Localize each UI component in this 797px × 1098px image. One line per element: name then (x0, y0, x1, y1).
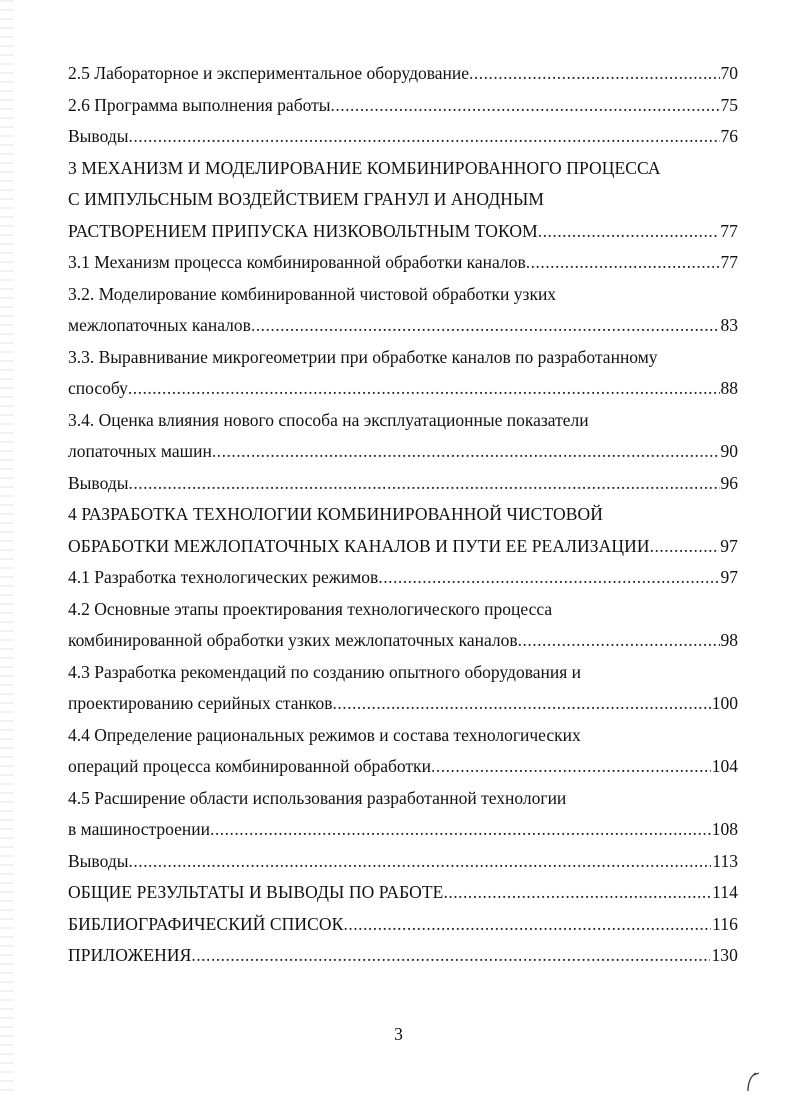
toc-entry-4-5-line-1: 4.5 Расширение области использования разработанной технологии (68, 787, 567, 808)
toc-entry-title: межлопаточных каналов (68, 315, 251, 335)
toc-entry-4-1 (68, 562, 738, 594)
leader-dots (443, 877, 711, 909)
toc-entry-4-5 (68, 814, 738, 846)
leader-dots (128, 121, 719, 153)
toc-entry-page: 96 (720, 472, 738, 493)
leader-dots (378, 562, 719, 594)
toc-entry-chapter-4 (68, 531, 738, 563)
toc-entry-title: Выводы (68, 126, 129, 146)
toc-entry-page: 90 (720, 441, 738, 461)
toc-entry-page: 130 (711, 945, 738, 965)
toc-entry-page: 100 (711, 693, 738, 713)
toc-entry-3-3-line-1: 3.3. Выравнивание микрогеометрии при обработке каналов по разработанному (68, 346, 658, 367)
toc-entry-title: 3.1 Механизм процесса комбинированной обработки каналов (68, 252, 526, 272)
leader-dots (191, 940, 710, 972)
toc-entry-page: 97 (720, 535, 738, 556)
toc-entry-conclusions-4 (68, 846, 738, 878)
toc-entry-3-4 (68, 436, 738, 468)
pen-mark-icon (742, 1070, 762, 1094)
page-number: 3 (394, 1024, 403, 1044)
toc-entry-page: 77 (720, 252, 738, 272)
toc-entry-3-2-line-1: 3.2. Моделирование комбинированной чистовой обработки узких (68, 283, 557, 304)
toc-entry-4-4 (68, 751, 738, 783)
toc-entry-page: 83 (720, 315, 738, 335)
toc-entry-title: проектированию серийных станков (68, 693, 333, 713)
toc-entry-title: Выводы (68, 472, 129, 493)
table-of-contents (68, 58, 738, 972)
toc-entry-2-6 (68, 90, 738, 122)
toc-entry-chapter-3 (68, 216, 738, 248)
toc-entry-page: 108 (711, 819, 738, 839)
toc-entry-page: 104 (711, 756, 738, 776)
toc-chapter-4-line-1: 4 РАЗРАБОТКА ТЕХНОЛОГИИ КОМБИНИРОВАННОЙ ЧИСТОВОЙ (68, 504, 604, 524)
toc-entry-page: 113 (712, 850, 738, 871)
toc-entry-page: 97 (720, 567, 738, 587)
leader-dots (332, 688, 710, 720)
toc-entry-4-4-line-1: 4.4 Определение рациональных режимов и состава технологических (68, 724, 581, 745)
scan-edge-artifact (0, 0, 14, 1098)
leader-dots (518, 625, 720, 657)
toc-entry-page: 88 (720, 378, 738, 398)
toc-entry-title: ПРИЛОЖЕНИЯ (68, 945, 192, 965)
toc-entry-4-3 (68, 688, 738, 720)
leader-dots (526, 247, 720, 279)
leader-dots (210, 814, 711, 846)
toc-entry-title: 2.6 Программа выполнения работы (68, 94, 331, 115)
toc-entry-conclusions-3 (68, 468, 738, 500)
toc-entry-general-results (68, 877, 738, 909)
toc-entry-bibliography (68, 909, 738, 941)
toc-entry-page: 77 (720, 220, 738, 241)
toc-entry-title: операций процесса комбинированной обработки (68, 756, 431, 776)
toc-entry-title: Выводы (68, 850, 129, 871)
toc-entry-4-2-line-1: 4.2 Основные этапы проектирования технологического процесса (68, 598, 553, 619)
toc-entry-page: 76 (720, 126, 738, 146)
toc-entry-page: 75 (720, 94, 738, 115)
toc-entry-3-3 (68, 373, 738, 405)
toc-entry-title: 2.5 Лабораторное и экспериментальное оборудование (68, 63, 470, 83)
toc-entry-title: БИБЛИОГРАФИЧЕСКИЙ СПИСОК (68, 913, 344, 934)
toc-entry-conclusions-2 (68, 121, 738, 153)
toc-entry-2-5 (68, 58, 738, 90)
toc-entry-title: 4.1 Разработка технологических режимов (68, 567, 379, 587)
leader-dots (251, 310, 720, 342)
toc-chapter-3-line-1: 3 МЕХАНИЗМ И МОДЕЛИРОВАНИЕ КОМБИНИРОВАННОГО ПРОЦЕССА (68, 157, 661, 178)
leader-dots (128, 846, 711, 878)
leader-dots (343, 909, 711, 941)
toc-entry-4-2 (68, 625, 738, 657)
leader-dots (212, 436, 720, 468)
toc-entry-title: ОБЩИЕ РЕЗУЛЬТАТЫ И ВЫВОДЫ ПО РАБОТЕ (68, 882, 444, 902)
leader-dots (431, 751, 711, 783)
toc-entry-page: 98 (720, 630, 738, 650)
toc-chapter-3-line-2: С ИМПУЛЬСНЫМ ВОЗДЕЙСТВИЕМ ГРАНУЛ И АНОДНЫМ (68, 189, 545, 209)
leader-dots (128, 373, 720, 405)
leader-dots (650, 531, 720, 563)
toc-entry-title: РАСТВОРЕНИЕМ ПРИПУСКА НИЗКОВОЛЬТНЫМ ТОКОМ (68, 220, 538, 241)
toc-entry-title: способу (68, 378, 128, 398)
toc-entry-page: 70 (720, 63, 738, 83)
toc-entry-3-4-line-1: 3.4. Оценка влияния нового способа на эксплуатационные показатели (68, 409, 589, 430)
leader-dots (469, 58, 719, 90)
toc-entry-appendices (68, 940, 738, 972)
toc-entry-page: 114 (712, 882, 738, 902)
toc-entry-title: в машиностроении (68, 819, 210, 839)
toc-entry-4-3-line-1: 4.3 Разработка рекомендаций по созданию опытного оборудования и (68, 661, 582, 682)
toc-entry-3-1 (68, 247, 738, 279)
toc-entry-page: 116 (712, 913, 738, 934)
toc-entry-title: ОБРАБОТКИ МЕЖЛОПАТОЧНЫХ КАНАЛОВ И ПУТИ ЕЕ РЕАЛИЗАЦИИ (68, 535, 650, 556)
toc-entry-title: лопаточных машин (68, 441, 212, 461)
leader-dots (538, 216, 720, 248)
toc-entry-3-2 (68, 310, 738, 342)
leader-dots (331, 90, 720, 122)
toc-entry-title: комбинированной обработки узких межлопаточных каналов (68, 630, 518, 650)
leader-dots (128, 468, 719, 500)
